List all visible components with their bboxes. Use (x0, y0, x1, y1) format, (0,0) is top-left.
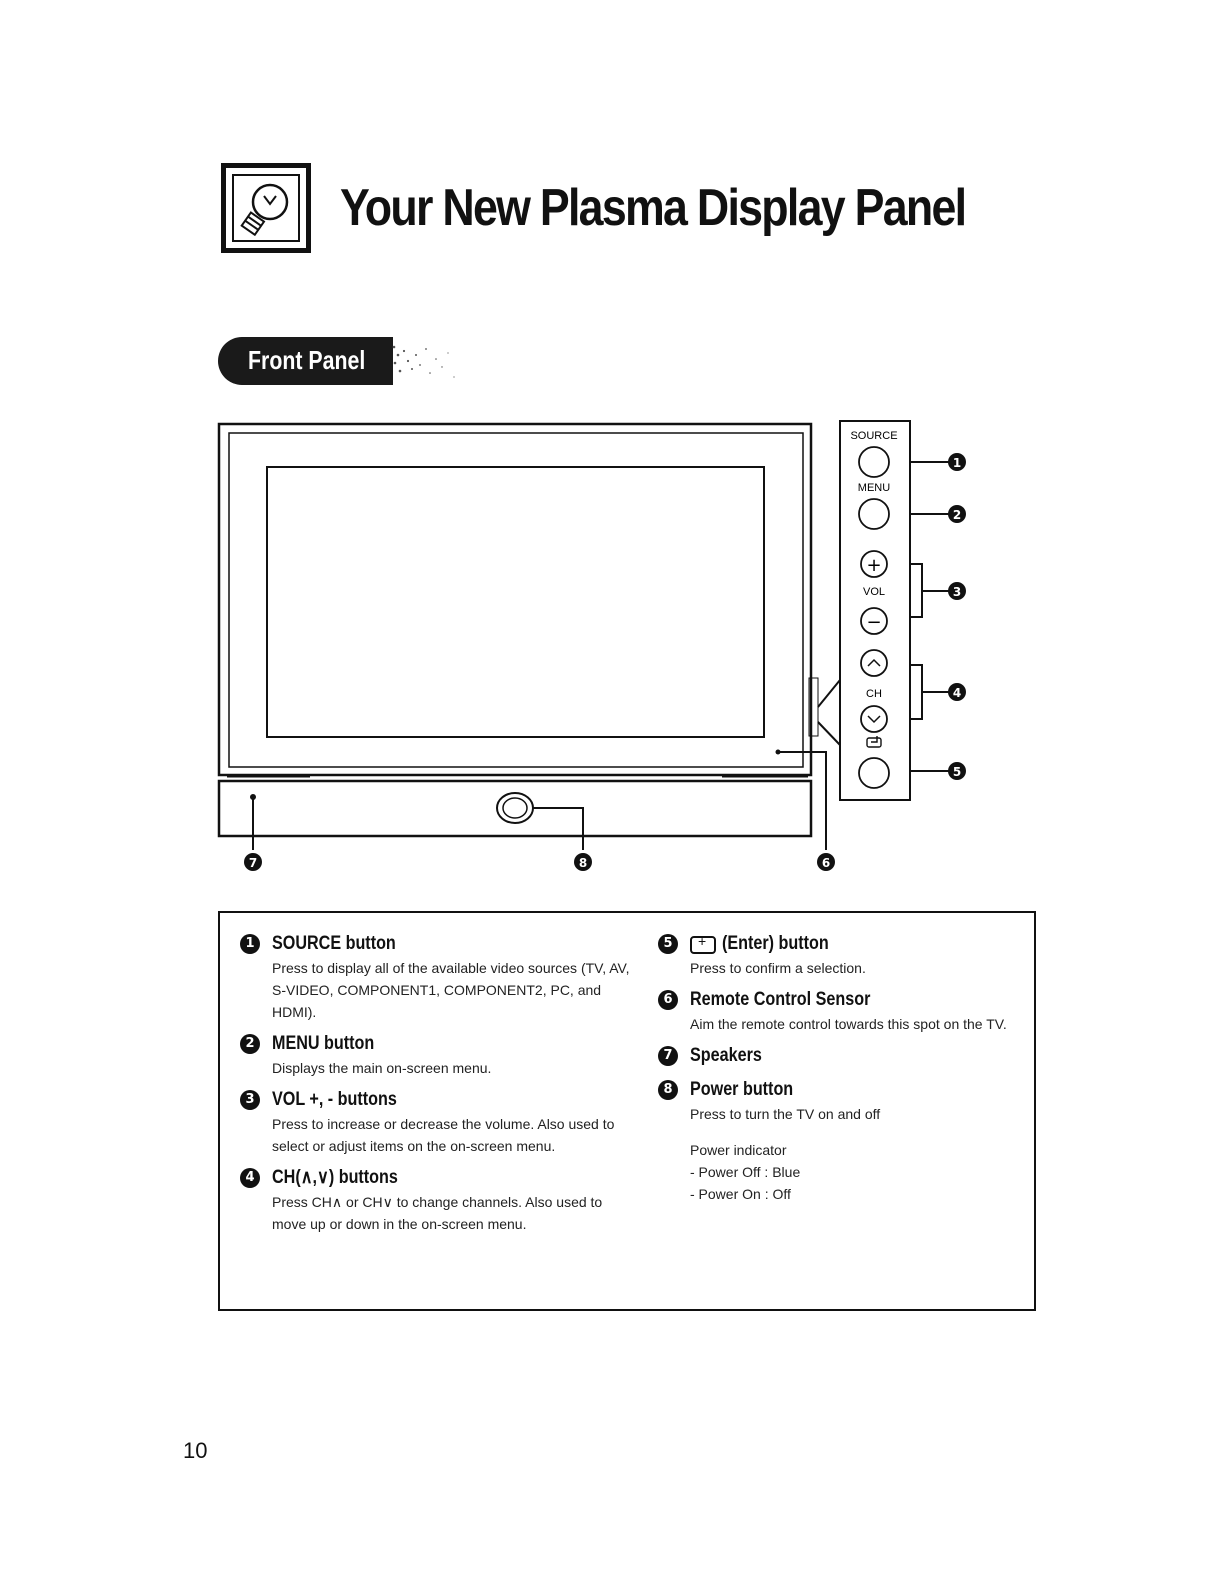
legend-item-desc: Press to confirm a selection. (690, 960, 866, 976)
legend-item-title: CH(∧,∨) buttons (272, 1167, 398, 1188)
legend-item-desc: Aim the remote control towards this spot on the TV. (690, 1016, 1007, 1032)
speaker-bar (219, 781, 811, 836)
callout-5 (948, 762, 966, 780)
legend-item (658, 1077, 1018, 1125)
menu-button-icon (859, 499, 889, 529)
callout-lines (253, 462, 950, 850)
callout-8 (574, 853, 592, 871)
legend-number: 7 (658, 1046, 678, 1066)
legend-number: 5 (658, 934, 678, 954)
svg-text:3: 3 (952, 585, 962, 599)
ch-label: CH (866, 688, 882, 700)
legend-number: 1 (240, 934, 260, 954)
legend-item (240, 1087, 640, 1157)
legend-item (658, 987, 1018, 1035)
source-label: SOURCE (850, 430, 898, 442)
vol-label: VOL (862, 586, 886, 598)
callout-4 (948, 683, 966, 701)
ch-up-icon (861, 650, 887, 676)
enter-icon (690, 936, 716, 954)
legend-column-right (658, 931, 1018, 1205)
legend-number: 3 (240, 1090, 260, 1110)
callout-3 (948, 582, 966, 600)
legend-item-title: (Enter) button (722, 933, 829, 954)
power-off-state: - Power Off : Blue (690, 1164, 801, 1180)
power-indicator-label: Power indicator (690, 1142, 787, 1158)
page-title: Your New Plasma Display Panel (340, 179, 966, 237)
legend-item-desc: Press CH∧ or CH∨ to change channels. Also used to move up or down in the on-screen menu. (272, 1194, 603, 1232)
svg-text:1: 1 (952, 456, 962, 470)
vol-minus-glyph: − (866, 612, 882, 633)
legend-item (240, 1031, 640, 1079)
legend-item (240, 1165, 640, 1235)
enter-button-icon (859, 758, 889, 788)
callout-1 (948, 453, 966, 471)
enter-icon (867, 736, 881, 747)
legend-item-desc: Press to display all of the available video sources (TV, AV, S-VIDEO, COMPONENT1, COMPONENT2, PC, and HDMI). (272, 960, 630, 1020)
legend-number: 2 (240, 1034, 260, 1054)
legend-column-left (240, 931, 640, 1243)
power-indicator-note (658, 1139, 1018, 1205)
legend-item-desc: Displays the main on-screen menu. (272, 1060, 492, 1076)
svg-text:8: 8 (578, 856, 588, 870)
menu-label: MENU (857, 482, 891, 494)
legend-item-desc: Press to increase or decrease the volume. Also used to select or adjust items on the on-screen menu. (272, 1116, 615, 1154)
svg-text:5: 5 (952, 765, 962, 779)
legend-item-title: Remote Control Sensor (690, 989, 871, 1010)
legend-item (658, 1043, 1018, 1069)
legend-box (218, 911, 1036, 1311)
legend-number: 4 (240, 1168, 260, 1188)
legend-item-desc: Press to turn the TV on and off (690, 1106, 881, 1122)
source-button-icon (859, 447, 889, 477)
legend-item-title: SOURCE button (272, 933, 396, 954)
legend-item-title: VOL +, - buttons (272, 1089, 397, 1110)
svg-text:6: 6 (821, 856, 831, 870)
svg-text:7: 7 (248, 856, 258, 870)
legend-number: 8 (658, 1080, 678, 1100)
callout-6 (817, 853, 835, 871)
callout-2 (948, 505, 966, 523)
ch-down-icon (861, 706, 887, 732)
power-on-state: - Power On : Off (690, 1186, 791, 1202)
page-number: 10 (183, 1438, 208, 1463)
callout-7 (244, 853, 262, 871)
svg-text:2: 2 (952, 508, 962, 522)
legend-item-title: Speakers (690, 1045, 762, 1066)
tv-body (219, 424, 818, 776)
legend-item-title: Power button (690, 1079, 794, 1100)
legend-item (658, 931, 1018, 979)
legend-item (240, 931, 640, 1023)
svg-text:4: 4 (952, 686, 962, 700)
section-heading-label: Front Panel (248, 345, 366, 375)
legend-number: 6 (658, 990, 678, 1010)
legend-item-title: MENU button (272, 1033, 375, 1054)
power-button-icon (497, 793, 533, 823)
vol-plus-glyph: + (866, 555, 882, 576)
